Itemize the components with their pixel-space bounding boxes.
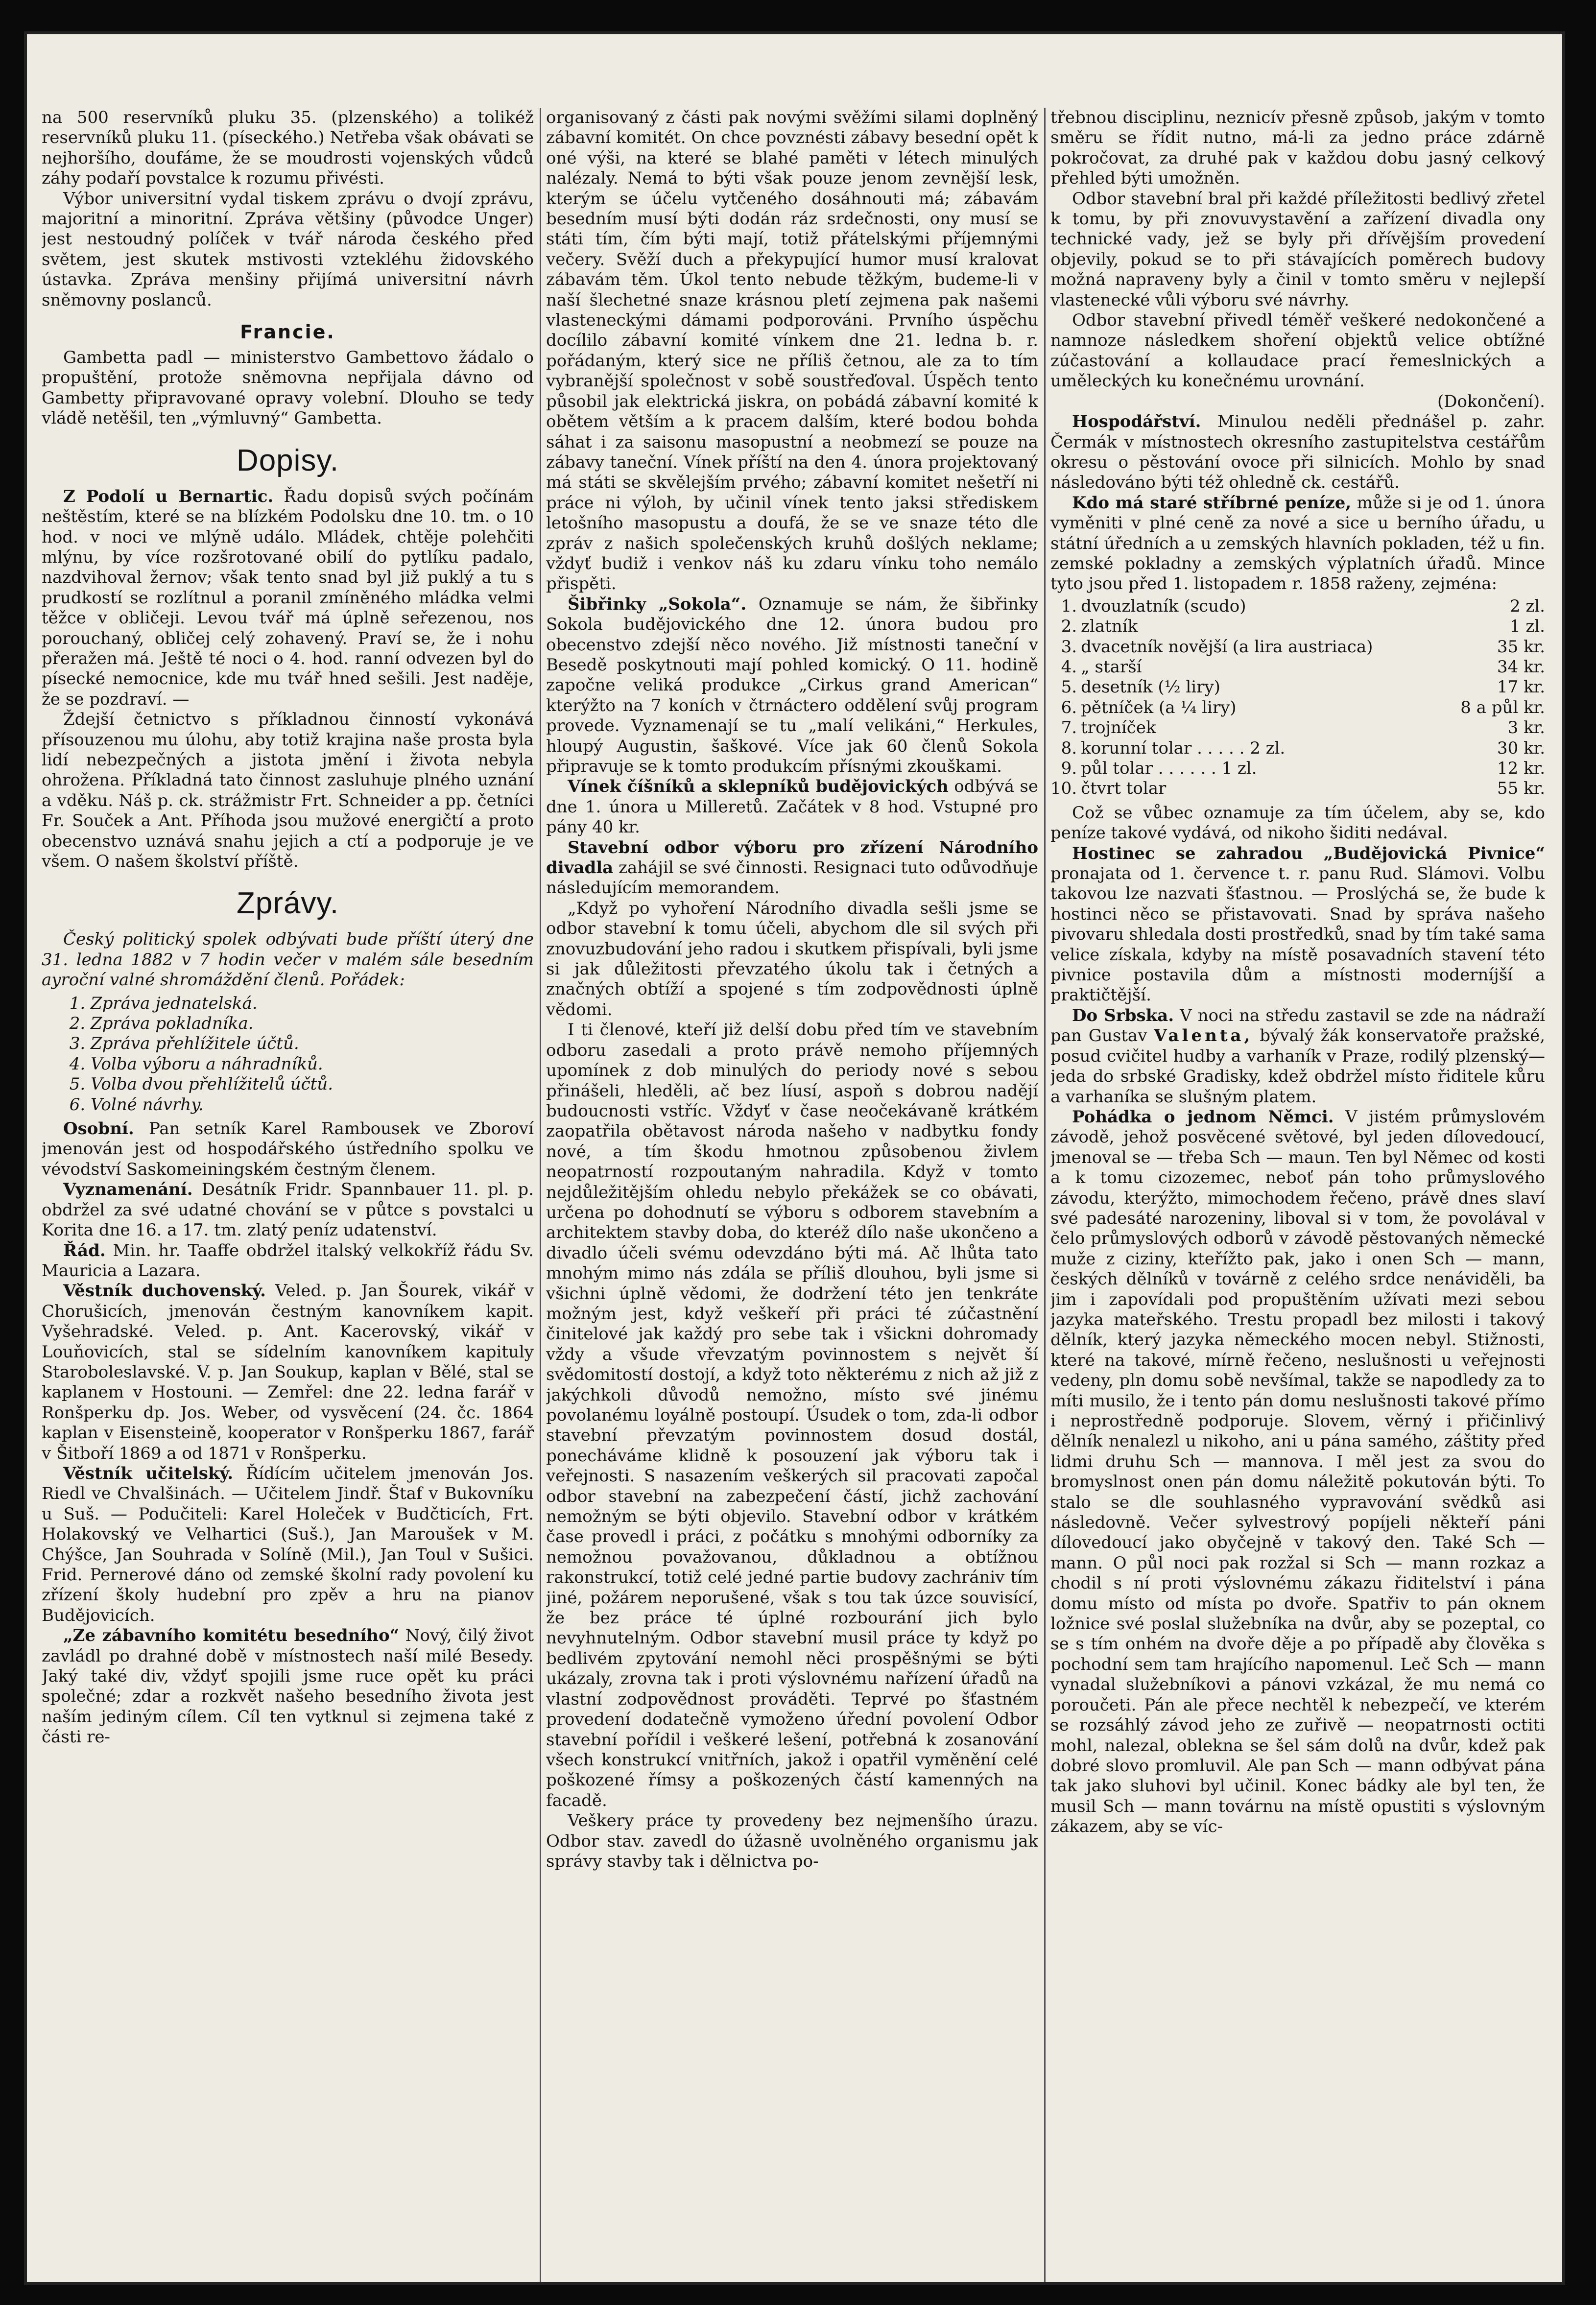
paragraph-body: Min. hr. Taaffe obdržel italský velkokříž řádu Sv. Mauricia a Lazara. (42, 1240, 534, 1281)
row-number: 2. (1061, 617, 1077, 637)
paragraph (1050, 1107, 1545, 1837)
table-row (1050, 779, 1545, 799)
row-number: 3. (1061, 637, 1077, 657)
coin-name: půl tolar . . . . . . 1 zl. (1081, 759, 1257, 778)
row-number: 5. (1061, 677, 1077, 697)
coin-value: 30 kr. (1497, 738, 1545, 758)
paragraph: I ti členové, kteří již delší dobu před tím ve stavebním odboru zasedali a proto právě nemoho příjemných upomínek z dob minulých do periody nové s sebou přinášeli, hleděli, ač bez líusí, aspoň s dobrou nadějí budoucnosti vstříc. Vždyť v čase neočekávaně krátkém zaopatřila obětavost národa našeho v nadbytku fondy nové, a tím škodu hmotnou způsobenou živlem neopatrností rozpoutaným nahradila. Když v tomto nejdůležitějším ohledu nebylo překážek se co obávati, určena po dohodnutí se výboru s odborem stavebním a architektem stavby doba, do kteréž dílo naše ukončeno a divadlo účeli svému odevzdáno býti má. Ač lhůta tato mnohým mimo nás zdála se příliš dlouhou, byli jsme si všichni úplně vědomi, že dodržení této jen tenkráte možným jest, když veškeří při práci té zúčastnění činitelové jak každý pro sebe tak i všickni dohromady vždy a všude vřevzatým povinnostem s největ ší svědomitostí dostojí, a když toto některému z nich až již z jakýchkoli důvodů nemožno, místo své jinému povolanému loyálně postoupí. Úsudek o tom, zda-li odbor stavební převzatým povinnostem dosud dostál, ponecháváme klidně k posouzení jak výboru tak i veřejnosti. S nasazením veškerých sil pracovati započal odbor stavební na zabezpečení částí, jichž zachování nemožným se býti objevilo. Stavební odbor v krátkém čase provedl i práci, z počátku s mnohými odborníky za nemožnou považovanou, důkladnou a obtížnou rakonstrukcí, totiž celé jedné partie budovy zachrániv tím jiné, požárem neporušené, však s tou tak úzce souvisící, že bez práce té úplné rozbourání jich bylo nevyhnutelným. Odbor stavební musil práce ty když po bedlivém zpytování nemohl něci prospěšnými se býti ukázaly, zrovna tak i proti výslovnému nařízení úřadů na vlastní zodpovědnost prováděti. Teprvé po šťastném provedení dodatečně vymoženo úřední povolení Odbor stavební pořídil i veškeré lešení, potřebná k zosanování všech konstrukcí vnitřních, jakož i opatřil vyměnění celé poškozené římsy a poškozených částí kamenných na facadě. (546, 1020, 1038, 1810)
paragraph-body: bývalý žák konservatoře pražské, posud cvičitel hudby a varhaník v Praze, rodilý plzenský— jeda do srbské Gradisky, kdež obdržel místo řiditele kůru a varhaníka se slušným platem. (1050, 1026, 1545, 1107)
row-number: 10. (1050, 779, 1077, 799)
list-item: 1. Zpráva jednatelská. (91, 994, 534, 1014)
run-in-heading: Vínek číšníků a sklepníků budějovických (568, 777, 949, 797)
list-item: 3. Zpráva přehlížitele účtů. (91, 1034, 534, 1054)
coin-value: 2 zl. (1509, 596, 1545, 616)
paragraph-body: Veled. p. Jan Šourek, vikář v Chorušicích, jmenován čestným kanovníkem kapit. Vyšehradské. Veled. p. Ant. Kacerovský, vikář v Louňovicích, stal se sídelním kanovníkem kapituly Staroboleslavské. V. p. Jan Soukup, kaplan v Bělé, stal se kaplanem v Hostouni. — Zemřel: dne 22. ledna farář v Ronšperku dp. Jos. Weber, od vysvěcení (24. čc. 1864 kaplan v Eisensteině, kooperator v Ronšperku 1867, farář v Šitboří 1869 a od 1871 v Ronšperku. (42, 1281, 534, 1463)
row-number: 9. (1061, 759, 1077, 778)
coin-value: 17 kr. (1497, 677, 1545, 697)
row-number: 1. (1061, 596, 1077, 616)
paragraph: Veškery práce ty provedeny bez nejmenšího úrazu. Odbor stav. zavedl do úžasně uvolněného organismu jak správy stavby tak i dělnictva po- (546, 1811, 1038, 1871)
run-in-heading: Osobní. (63, 1119, 134, 1139)
paragraph (42, 1464, 534, 1626)
run-in-heading: Kdo má staré stříbrné peníze, (1072, 493, 1352, 513)
column-divider (1044, 108, 1046, 2282)
paragraph-body: Pan setník Karel Rambousek ve Zboroví jmenován jest od hospodářského ústředního spolku ve vévodství Saskomeiningském čestným členem. (42, 1119, 534, 1179)
coin-value: 3 kr. (1507, 718, 1545, 738)
section-heading-dopisy: Dopisy. (236, 443, 339, 477)
table-row (1050, 637, 1545, 657)
paragraph (42, 1281, 534, 1464)
paragraph-body: Řadu dopisů svých počínám neštěstím, které se na blízkém Podolsku dne 10. tm. o 10 hod. v noci ve mlýně událo. Mládek, chtěje polehčiti mlýnu, by více rozšrotované obilí do pytlíku padalo, nazdvihoval žernov; však tento snad byl již puklý a tu s prudkostí se rozlítnul a poranil zmíněného mládka velmi těžce v obličeji. Levou tvář má úplně seřezenou, nos porouchaný, obličej celý zohavený. Praví se, že i nohu přeražen má. Ještě té noci o 4. hod. ranní odvezen byl do písecké nemocnice, kde mu tvář hned sešili. Jest naděje, že se pozdraví. — (42, 486, 534, 709)
paragraph (42, 487, 534, 710)
paragraph (42, 1241, 534, 1282)
list-item: 2. Zpráva pokladníka. (91, 1014, 534, 1034)
paragraph: Odbor stavební přivedl téměř veškeré nedokončené a namnoze následkem shoření objektů velice obtížné zúčastování a kollaudace prací řemeslnických a uměleckých ku konečnému urovnání. (1050, 310, 1545, 391)
paragraph (42, 1626, 534, 1747)
newspaper-page (27, 34, 1562, 2282)
paragraph: „Když po vyhoření Národního divadla sešli jsme se odbor stavební k tomu účeli, abychom dle sil svých při znovuzbudování jeho radou i skutkem přispívali, byli jsme si jak důležitosti převzatého úkolu tak i četných a značných obtíží a spojené s tím zodpovědnosti úplně vědomi. (546, 898, 1038, 1020)
paragraph: Což se vůbec oznamuje za tím účelem, aby se, kdo peníze takové vydává, od nikoho šiditi nedával. (1050, 803, 1545, 843)
paragraph-body: Oznamuje se nám, že šibřinky Sokola budějovického dne 12. února budou pro obecenstvo zdejší něco nového. Již místnosti taneční v Besedě poskytnouti mají pohled komický. O 11. hodině započne veliká produkce „Cirkus grand American“ kterýžto na 7 koních v čtrnáctero oddělení svůj program provede. Vyznamenají se tu „malí velikáni,“ Herkules, hloupý Augustin, šaškové. Více jak 60 členů Sokola připravuje se k tomto produkcím přísnými zkouškami. (546, 594, 1038, 776)
paragraph (546, 777, 1038, 837)
paragraph-body: pronajata od 1. července t. r. panu Rud. Slámovi. Volbu takovou lze nazvati šťastnou. — Proslýchá se, že bude k hostinci něco se přistavovati. Snad by správa našeho pivovaru shledala dosti prostředků, snad by tím také sama velice získala, kdyby na místě posavadních stavení této pivnice postavila dům a místnosti moderníjší a praktičtější. (1050, 864, 1545, 1005)
column-2 (546, 108, 1038, 2282)
run-in-heading: Šibřinky „Sokola“. (568, 594, 747, 614)
continuation-note: (Dokončení). (1437, 391, 1545, 411)
paragraph: Výbor universitní vydal tiskem zprávu o dvojí zprávu, majoritní a minoritní. Zpráva většiny (původce Unger) jest nestoudný políček v tvář národa českého před světem, jest skutek mstivosti vztekléhu židovského ústavka. Zpráva menšiny přijímá universitní návrh sněmovny poslanců. (42, 189, 534, 310)
paragraph (1050, 493, 1545, 594)
section-heading-francie: Francie. (240, 321, 335, 343)
paragraph (1050, 412, 1545, 493)
coin-name: pětníček (a ¼ liry) (1081, 697, 1237, 717)
paragraph-body: zahájil se své činnosti. Resignaci tuto odůvodňuje následujícím memorandem. (546, 858, 1038, 898)
coin-value: 35 kr. (1497, 637, 1545, 657)
coin-name: dvouzlatník (scudo) (1081, 596, 1246, 616)
paragraph: třebnou disciplinu, neznicív přesně způsob, jakým v tomto směru se řídit nutno, má-li za jedno práce zdárně pokročovat, za druhé pak v každou dobu jasný celkový přehled býti umožněn. (1050, 108, 1545, 189)
run-in-heading: Hospodářství. (1072, 412, 1201, 432)
paragraph (1050, 844, 1545, 1006)
agenda-list (42, 994, 534, 1115)
column-3 (1050, 108, 1545, 2282)
table-row (1050, 718, 1545, 738)
paragraph: organisovaný z části pak novými svěžími silami doplněný zábavní komitét. On chce povznésti zábavy besední opět k oné výši, na které se blahé paměti v létech minulých nalézaly. Nemá to býti však pouze jenom zevnější lesk, kterým se účelu vytčeného dosáhnouti má; zábavám besedním musí býti dodán ráz srdečnosti, ony musí se státi tím, čím býti mají, totiž přátelskými příjemnými večery. Svěží duch a překypující humor musí kralovat zábavám těm. Úkol tento nebude těžkým, budeme-li v naší šlechetné snaze krásnou pletí zejmena pak našemi vlasteneckými dámami podporováni. Prvního úspěchu docílilo zábavní komité vínkem dne 21. ledna b. r. pořádaným, který sice ne příliš četnou, ale za to tím vybranější společnost v sobě soustřeďoval. Úspěch tento působil jak elektrická jiskra, on pobádá zábavní komité k obětem větším a k pracem dalším, které bodou bohda sáhat i za saisonu masopustní a neobmezí se pouze na zábavy taneční. Vínek příští na den 4. února projektovaný má státi se skvělejším prvého; zábavní komitet nešetří ni práce ni výloh, by učinil vínek tento jaksi střediskem letošního masopustu a doufá, že se ve snaze této dle zpráv z našich společenských kruhů došlých neklame; vždyť budiž i venkov náš ku zdaru vínku toho nemálo přispěti. (546, 108, 1038, 594)
column-1 (42, 108, 534, 2282)
coin-name: čtvrt tolar (1081, 779, 1167, 799)
run-in-heading: Věstník učitelský. (63, 1463, 234, 1483)
row-number: 7. (1061, 718, 1077, 738)
table-row (1050, 738, 1545, 759)
table-row (1050, 617, 1545, 637)
run-in-heading: „Ze zábavního komitétu besedního“ (63, 1626, 400, 1646)
paragraph: Odbor stavební bral při každé příležitosti bedlivý zřetel k tomu, by při znovuvystavění a zařízení divadla ony technické vady, jež se byly při dřívějším provedení objevily, pokud se to při stávajících poměrech budovy možná napraveny byly a činil v tomto směru v nejlepší vlastenecké vůli výboru své návrhy. (1050, 189, 1545, 310)
coin-table (1050, 596, 1545, 799)
coin-value: 1 zl. (1509, 617, 1545, 637)
coin-name: desetník (½ liry) (1081, 677, 1220, 697)
list-item: 6. Volné návrhy. (91, 1095, 534, 1115)
coin-name: dvacetník novější (a lira austriaca) (1081, 637, 1373, 657)
paragraph-body: V noci na středu zastavil se zde na nádraží pan Gustav (1050, 1005, 1545, 1046)
paragraph-body: může si je od 1. února vyměniti v plné ceně za nové a sice u berního úřadu, u státní úředních a u zemských hlavních pokladen, též u fin. zemské pokladny a zemských výplatních úřadů. Mince tyto jsou před 1. listopadem r. 1858 raženy, zejména: (1050, 493, 1545, 594)
paragraph: Ždejší četnictvo s příkladnou činností vykonává přísouzenou mu úlohu, aby totiž krajina naše prosta byla lidí nebezpečných a jistota jmění i života nebyla ohrožena. Příkladná tato činnost zasluhuje plného uznání a vděku. Náš p. ck. strážmistr Frt. Schneider a pp. četníci Fr. Souček a Ant. Příhoda jsou mužové energičtí a proto obecenstvo uznává snahu jejich a ctí a podporuje je ve všem. O našem školství příště. (42, 710, 534, 871)
coin-name: trojníček (1081, 718, 1156, 738)
list-item: 5. Volba dvou přehlížitelů účtů. (91, 1074, 534, 1094)
run-in-heading: Řád. (63, 1240, 106, 1260)
row-number: 8. (1061, 738, 1077, 758)
coin-name: „ starší (1081, 657, 1142, 677)
paragraph-body: Desátník Fridr. Spannbauer 11. pl. p. obdržel za své udatné chování se v půtce s povstalci u Korita dne 16. a 17. tm. zlatý peníz udatenství. (42, 1180, 534, 1240)
section-heading-zpravy: Zprávy. (236, 886, 339, 921)
table-row (1050, 698, 1545, 718)
coin-value: 12 kr. (1497, 759, 1545, 778)
run-in-heading: Stavební odbor výboru pro zřízení Národního divadla (546, 837, 1038, 878)
paragraph: Gambetta padl — ministerstvo Gambettovo žádalo o propuštění, protože sněmovna nepřijala dávno od Gambetty připravované opravy volební. Dlouho se tedy vládě netěšil, ten „výmluvný“ Gambetta. (42, 348, 534, 428)
coin-value: 34 kr. (1497, 657, 1545, 677)
paragraph-body: Řídícím učitelem jmenován Jos. Riedl ve Chvalšinách. — Učitelem Jindř. Štaf v Bukovníku u Suš. — Podučiteli: Karel Holeček v Budčticích, Frt. Holakovský ve Velhartici (Suš.), Jan Maroušek v M. Chýšce, Jan Souhrada v Solíně (Mil.), Jan Toul v Sušici. Frid. Pernerové dáno od zemské školní rady povolení ku zřízení školy hudební pro zpěv a hru na pianov Budějovicích. (42, 1463, 534, 1625)
paragraph: na 500 reservníků pluku 35. (plzenského) a tolikéž reservníků pluku 11. (píseckého.) Netřeba však obávati se nejhoršího, doufáme, že se moudrosti vojenských vůdců záhy podaří povstalce k rozumu přivésti. (42, 108, 534, 189)
coin-value: 55 kr. (1497, 779, 1545, 799)
table-row (1050, 677, 1545, 697)
table-row (1050, 596, 1545, 617)
run-in-heading: Věstník duchovenský. (63, 1281, 266, 1301)
coin-value: 8 a půl kr. (1460, 697, 1545, 717)
paragraph (42, 1180, 534, 1240)
paragraph-body: odbývá se dne 1. února u Milleretů. Začátek v 8 hod. Vstupné pro pány 40 kr. (546, 777, 1038, 837)
table-row (1050, 759, 1545, 779)
run-in-heading: Do Srbska. (1072, 1005, 1174, 1025)
coin-name: zlatník (1081, 617, 1138, 637)
paragraph-body: Nový, čilý život zavládl po drahné době v místnostech naší milé Besedy. Jaký také div, vždyť spojili jsme ruce opět ku práci společné; zdar a rozkvět našeho besedního života jest naším jediným cílem. Cíl ten vytknul si zejmena také z části re- (42, 1626, 534, 1747)
spaced-name: Valenta, (1154, 1026, 1253, 1046)
run-in-heading: Pohádka o jednom Němci. (1072, 1107, 1334, 1127)
paragraph (546, 594, 1038, 777)
table-row (1050, 657, 1545, 677)
paragraph (1050, 1006, 1545, 1107)
paragraph (42, 1119, 534, 1180)
list-item: 4. Volba výboru a náhradníků. (91, 1054, 534, 1074)
row-number: 6. (1061, 697, 1077, 717)
paragraph: Český politický spolek odbývati bude příští úterý dne 31. ledna 1882 v 7 hodin večer v malém sále besedním ayroční valné shromáždění členů. Pořádek: (42, 929, 534, 990)
run-in-heading: Hostinec se zahradou „Budějovická Pivnice“ (1072, 843, 1545, 863)
paragraph-body: V jistém průmyslovém závodě, jehož posvěcené světové, byl jeden dílovedoucí, jmenoval se — třeba Sch — maun. Ten byl Němec od kosti a k tomu cizozemec, neboť pán toho průmyslového závodu, kterýžto, mimochodem řečeno, právě dnes slaví své padesáté narozeniny, liboval si v tom, že povolával v čelo průmyslových odborů v závodě pěstovaných německé muže z ciziny, kteřížto pak, jako i onen Sch — mann, českých dělníků v továrně z celého srdce nenáviděli, ba jim i zapovídali pod propuštěním užívati mezi sebou jazyka mateřského. Trestu propadl bez milosti i takový dělník, který jazyka německého mocen nebyl. Stižnosti, které na takové, mírně řečeno, neslušnosti u veřejnosti vedeny, pln domu sobě nevšímal, takže se napodledy za to míti musilo, že i tento pán domu neslušnosti takové přímo i neprostředně podporuje. Slovem, věrný i přičinlivý dělník nenalezl u nikoho, ani u pána samého, záštity před lidmi druhu Sch — mannova. I měl jest za svou do bromyslnost onen pán domu náležitě pokutován býti. To stalo se dle souhlasného vypravování svědků asi následovně. Večer sylvestrový popíjeli někteří páni dílovedoucí jako obyčejně v takový den. Také Sch — mann. O půl noci pak rozžal si Sch — mann rozkaz a chodil s ní proti výslovnému zákazu řiditelství i pána domu místo od místa po dvoře. Spatřiv to pán oknem ložnice své poslal služebníka na dvůr, aby se pozeptal, co se s tím onhém na dvoře děje a po případě aby člověka s pochodní sem tam hrajícího napomenul. Leč Sch — mann vynadal služebníkovi a pánovi vzkázal, že mu nemá co poroučeti. Pán ale přece nechtěl k nebezpečí, ve kterém se rozsáhlý závod jeho ze zuřivě — neopatrnosti octiti mohl, nalezal, oblekna se šel sám dolů na dvůr, kdež pak dobré slovo promluvil. Ale pan Sch — mann odbývat pána tak jako sluhovi byl učinil. Konec bádky ale byl ten, že musil Sch — mann továrnu na místě opustiti s výslovným zákazem, aby se víc- (1050, 1107, 1545, 1837)
run-in-heading: Vyznamenání. (63, 1180, 193, 1200)
paragraph (546, 838, 1038, 899)
paragraph-body: Minulou neděli přednášel p. zahr. Čermák v místnostech okresního zastupitelstva cestářům okresu o pěstování ovoce při silnicích. Mohlo by snad následováno býti též ohledně ck. cestářů. (1050, 412, 1545, 493)
run-in-heading: Z Podolí u Bernartic. (63, 486, 274, 506)
coin-name: korunní tolar . . . . . 2 zl. (1081, 738, 1286, 758)
row-number: 4. (1061, 657, 1077, 677)
column-divider (540, 108, 541, 2282)
